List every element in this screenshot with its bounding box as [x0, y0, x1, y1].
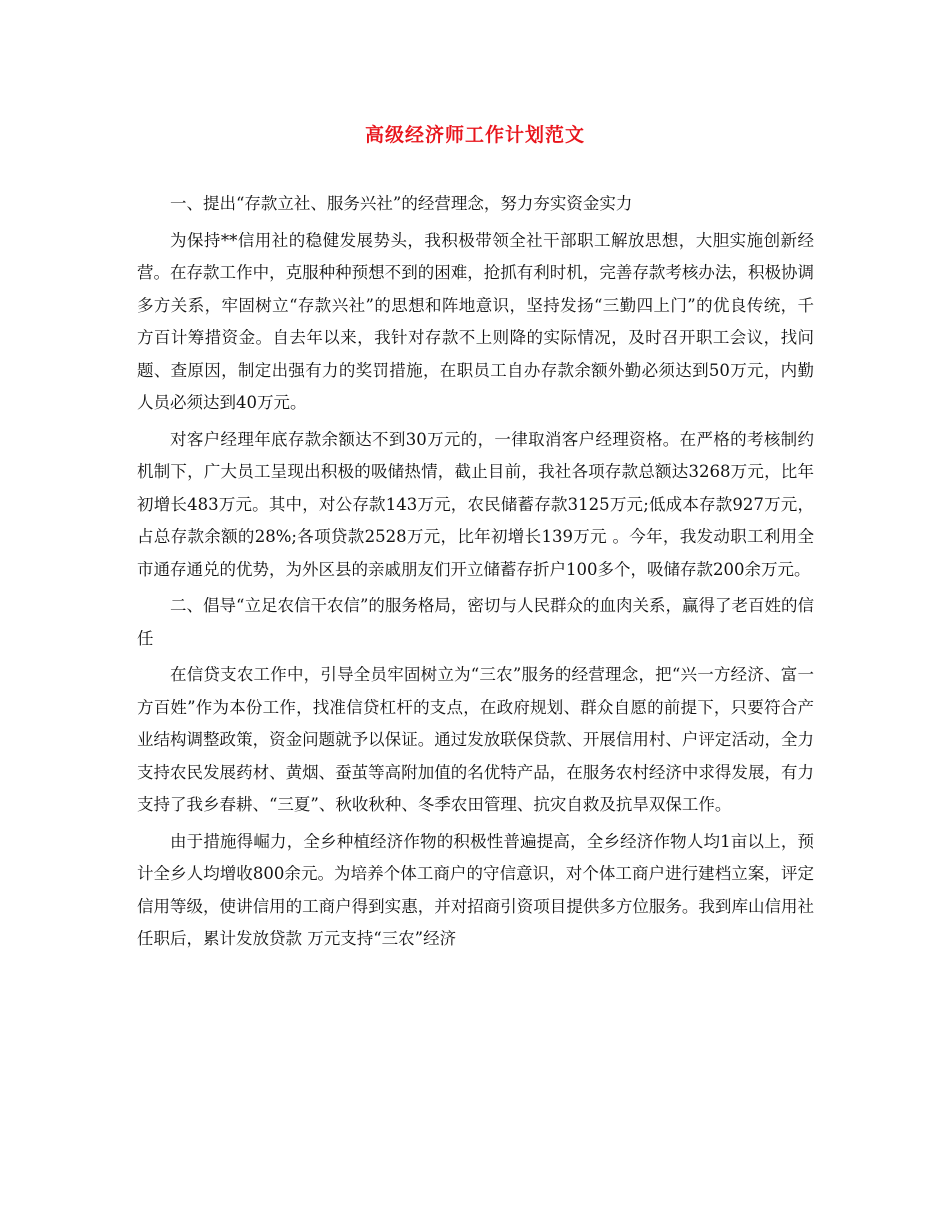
paragraph: 在信贷支农工作中，引导全员牢固树立为“三农”服务的经营理念，把“兴一方经济、富一方百姓”作为本份工作，找准信贷杠杆的支点，在政府规划、群众自愿的前提下，只要符合产业结构调整政策，资金问题就予以保证。通过发放联保贷款、开展信用村、户评定活动，全力支持农民发展药材、黄烟、蚕茧等高附加值的名优特产品，在服务农村经济中求得发展，有力支持了我乡春耕、“三夏”、秋收秋种、冬季农田管理、抗灾自救及抗旱双保工作。 — [137, 665, 814, 814]
section-heading-2: 二、倡导“立足农信干农信”的服务格局，密切与人民群众的血肉关系，赢得了老百姓的信任 — [137, 596, 814, 648]
paragraph: 由于措施得崛力，全乡种植经济作物的积极性普遍提高，全乡经济作物人均1亩以上，预计全乡人均增收800余元。为培养个体工商户的守信意识，对个体工商户进行建档立案，评定信用等级，使讲信用的工商户得到实惠，并对招商引资项目提供多方位服务。我到库山信用社任职后，累计发放贷款 万元支持“三农”经济 — [137, 831, 814, 948]
section-heading-1: 一、提出“存款立社、服务兴社”的经营理念，努力夯实资金实力 — [170, 194, 633, 213]
paragraph: 对客户经理年底存款余额达不到30万元的，一律取消客户经理资格。在严格的考核制约机制下，广大员工呈现出积极的吸储热情，截止目前，我社各项存款总额达3268万元，比年初增长483万元。其中，对公存款143万元，农民储蓄存款3125万元;低成本存款927万元，占总存款余额的28%;各项贷款2528万元，比年初增长139万元 。今年，我发动职工利用全市通存通兑的优势，为外区县的亲戚朋友们开立储蓄存折户100多个，吸储存款200余万元。 — [137, 429, 814, 579]
document-title: 高级经济师工作计划范文 — [364, 124, 585, 146]
paragraph: 为保持**信用社的稳健发展势头，我积极带领全社干部职工解放思想，大胆实施创新经营。在存款工作中，克服种种预想不到的困难，抢抓有利时机，完善存款考核办法，积极协调多方关系，牢固树立“存款兴社”的思想和阵地意识，坚持发扬“三勤四上门”的优良传统，千方百计筹措资金。自去年以来，我针对存款不上则降的实际情况，及时召开职工会议，找问题、查原因，制定出强有力的奖罚措施，在职员工自办存款余额外勤必须达到50万元，内勤人员必须达到40万元。 — [137, 230, 814, 412]
document-body — [137, 188, 814, 960]
